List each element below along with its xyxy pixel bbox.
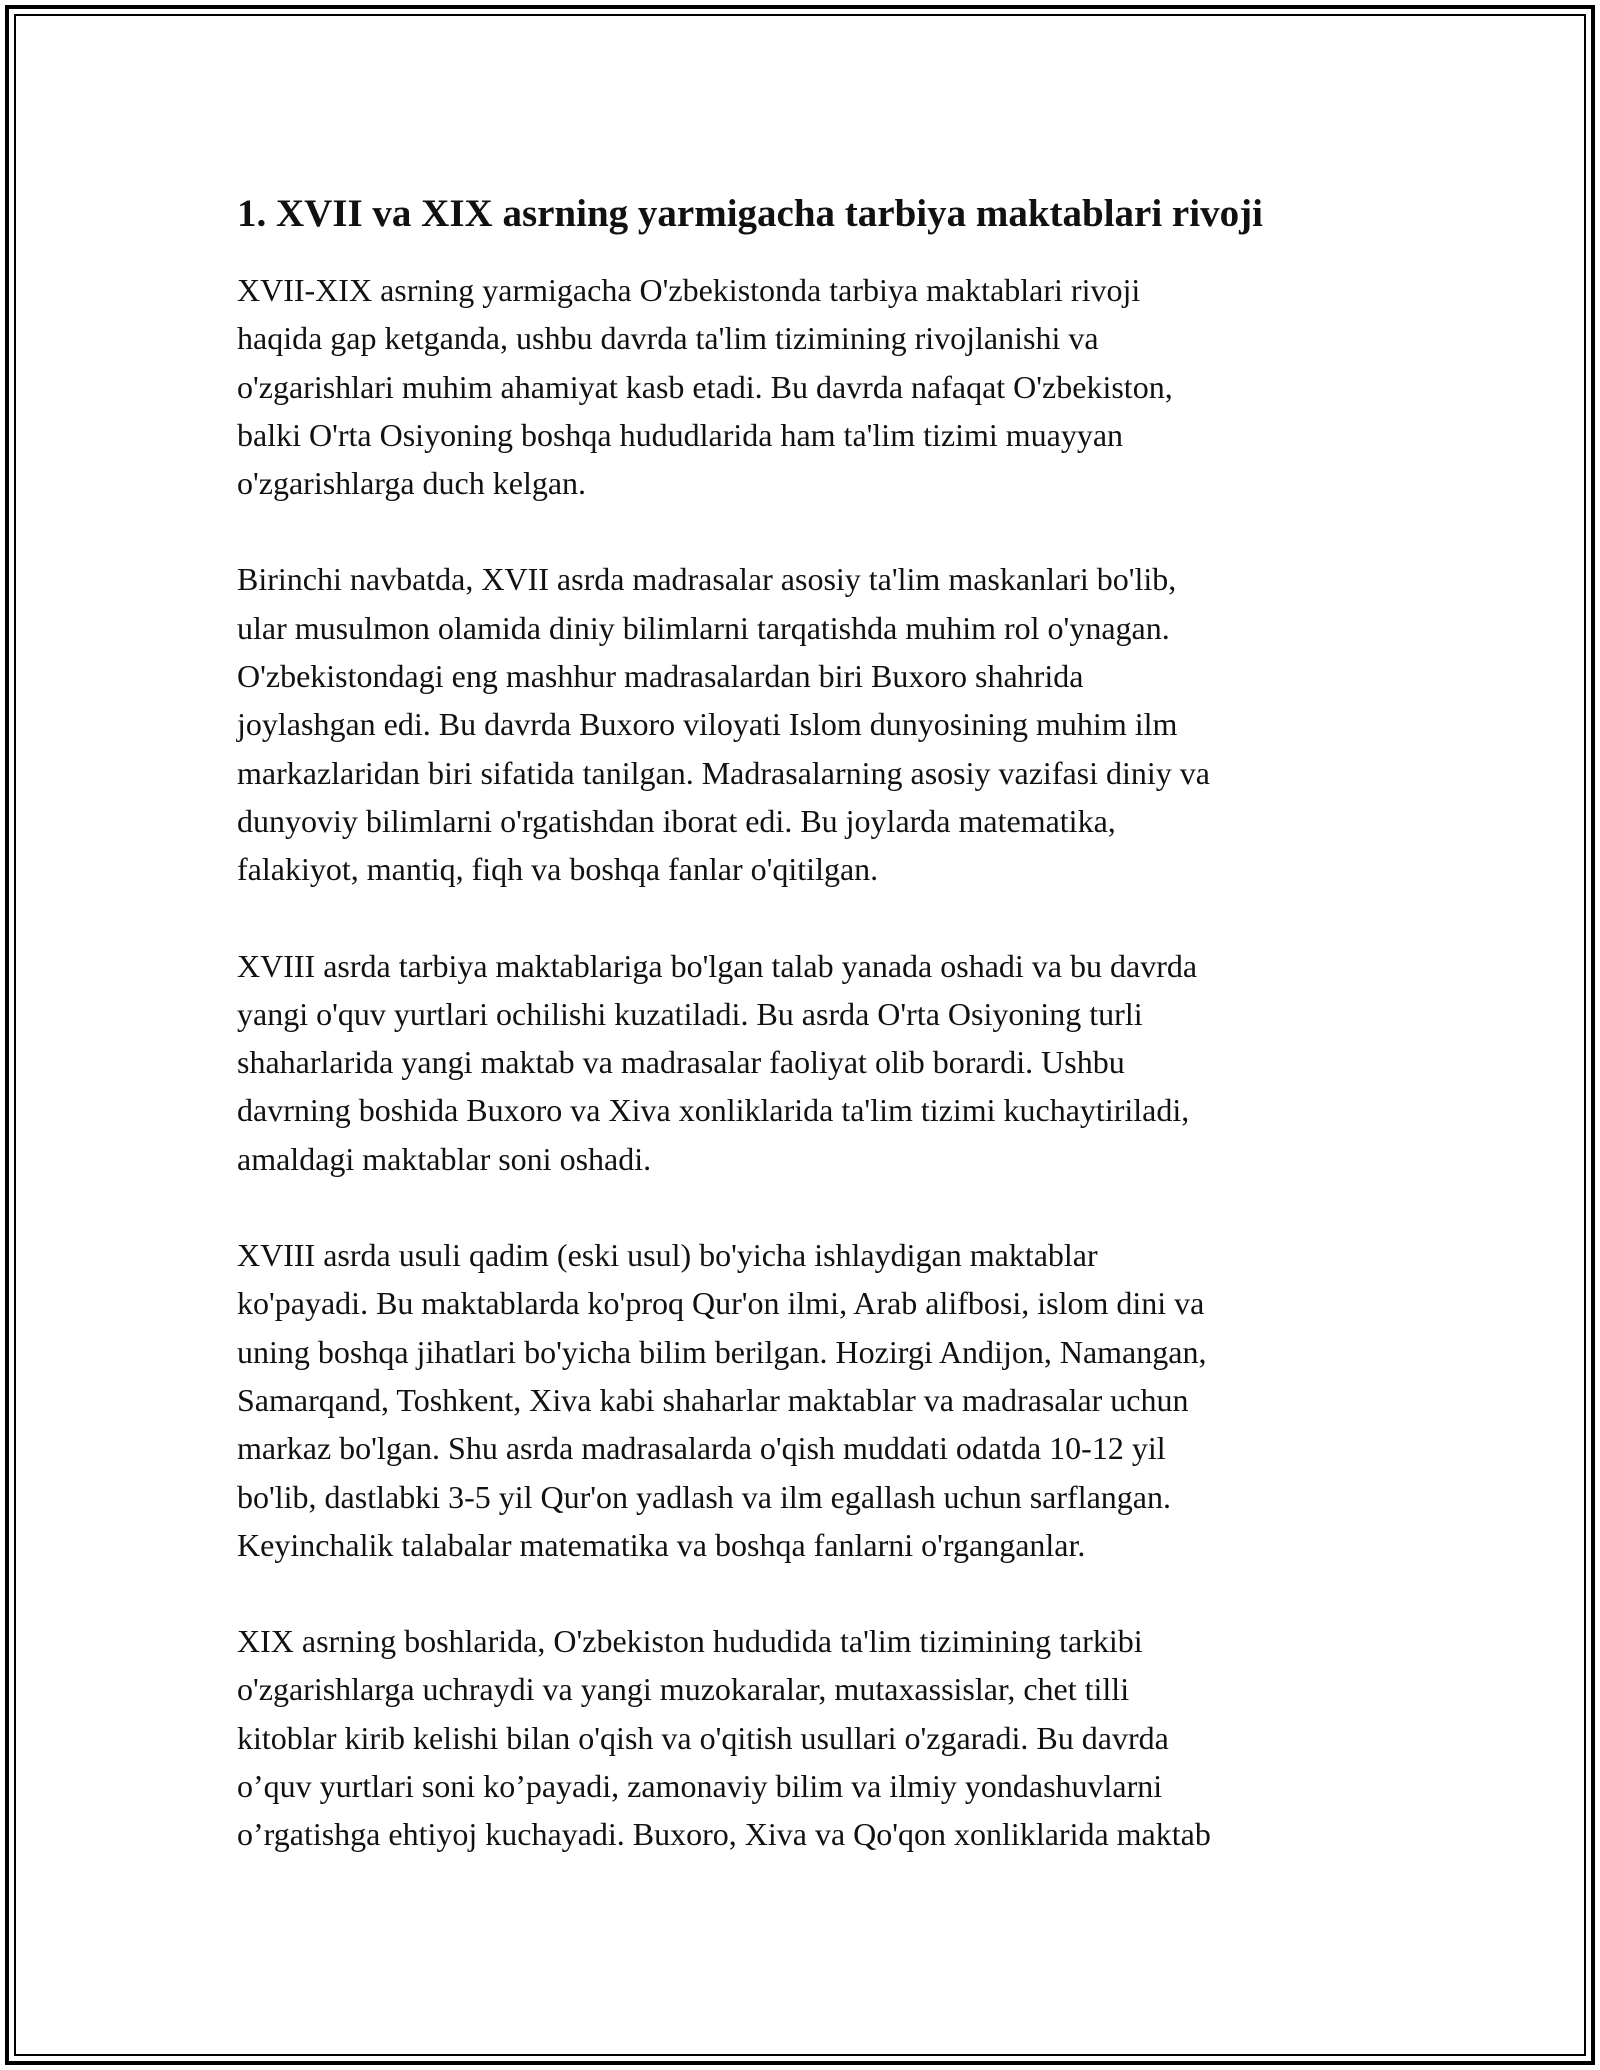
text-line: o’quv yurtlari soni ko’payadi, zamonaviy bilim va ilmiy yondashuvlarni: [237, 1768, 1163, 1805]
text-line: falakiyot, mantiq, fiqh va boshqa fanlar o'qitilgan.: [237, 851, 879, 888]
text-line: davrning boshida Buxoro va Xiva xonliklarida ta'lim tizimi kuchaytiriladi,: [237, 1092, 1190, 1129]
paragraph-5: [237, 1617, 1377, 1858]
text-line: Keyinchalik talabalar matematika va boshqa fanlarni o'rganganlar.: [237, 1526, 1086, 1563]
paragraph-4: [237, 1231, 1377, 1569]
text-line: uning boshqa jihatlari bo'yicha bilim berilgan. Hozirgi Andijon, Namangan,: [237, 1333, 1207, 1370]
text-line: o'zgarishlarga uchraydi va yangi muzokaralar, mutaxassislar, chet tilli: [237, 1671, 1130, 1708]
text-line: yangi o'quv yurtlari ochilishi kuzatiladi. Bu asrda O'rta Osiyoning turli: [237, 995, 1143, 1032]
text-line: balki O'rta Osiyoning boshqa hududlarida ham ta'lim tizimi muayyan: [237, 416, 1124, 453]
section-heading: 1. XVII va XIX asrning yarmigacha tarbiya maktablari rivoji: [237, 192, 1263, 235]
paragraph-2: [237, 555, 1377, 893]
text-line: XVII-XIX asrning yarmigacha O'zbekistonda tarbiya maktablari rivoji: [237, 272, 1141, 308]
text-line: Birinchi navbatda, XVII asrda madrasalar asosiy ta'lim maskanlari bo'lib,: [237, 561, 1177, 598]
text-line: ko'payadi. Bu maktablarda ko'proq Qur'on ilmi, Arab alifbosi, islom dini va: [237, 1285, 1205, 1322]
text-line: haqida gap ketganda, ushbu davrda ta'lim tizimining rivojlanishi va: [237, 320, 1099, 357]
text-line: joylashgan edi. Bu davrda Buxoro viloyati Islom dunyosining muhim ilm: [237, 706, 1178, 743]
text-line: markaz bo'lgan. Shu asrda madrasalarda o'qish muddati odatda 10-12 yil: [237, 1430, 1166, 1467]
paragraph-1: [237, 266, 1377, 507]
text-line: shaharlarida yangi maktab va madrasalar faoliyat olib borardi. Ushbu: [237, 1044, 1125, 1081]
text-line: O'zbekistondagi eng mashhur madrasalardan biri Buxoro shahrida: [237, 658, 1084, 695]
text-line: XVIII asrda tarbiya maktablariga bo'lgan talab yanada oshadi va bu davrda: [237, 947, 1198, 984]
text-line: ular musulmon olamida diniy bilimlarni tarqatishda muhim rol o'ynagan.: [237, 609, 1170, 646]
text-line: dunyoviy bilimlarni o'rgatishdan iborat edi. Bu joylarda matematika,: [237, 802, 1116, 839]
text-line: kitoblar kirib kelishi bilan o'qish va o'qitish usullari o'zgaradi. Bu davrda: [237, 1719, 1169, 1756]
text-line: markazlaridan biri sifatida tanilgan. Madrasalarning asosiy vazifasi diniy va: [237, 754, 1210, 791]
document-content: [237, 190, 1377, 1907]
document-body: [237, 266, 1377, 1859]
text-line: bo'lib, dastlabki 3-5 yil Qur'on yadlash va ilm egallash uchun sarflangan.: [237, 1478, 1171, 1515]
text-line: o'zgarishlari muhim ahamiyat kasb etadi. Bu davrda nafaqat O'zbekiston,: [237, 368, 1173, 405]
text-line: XVIII asrda usuli qadim (eski usul) bo'yicha ishlaydigan maktablar: [237, 1237, 1098, 1274]
text-line: o'zgarishlarga duch kelgan.: [237, 465, 587, 502]
text-line: o’rgatishga ehtiyoj kuchayadi. Buxoro, Xiva va Qo'qon xonliklarida maktab: [237, 1816, 1211, 1853]
text-line: XIX asrning boshlarida, O'zbekiston hududida ta'lim tizimining tarkibi: [237, 1623, 1143, 1660]
text-line: Samarqand, Toshkent, Xiva kabi shaharlar maktablar va madrasalar uchun: [237, 1381, 1189, 1418]
paragraph-3: [237, 942, 1377, 1183]
text-line: amaldagi maktablar soni oshadi.: [237, 1140, 652, 1177]
